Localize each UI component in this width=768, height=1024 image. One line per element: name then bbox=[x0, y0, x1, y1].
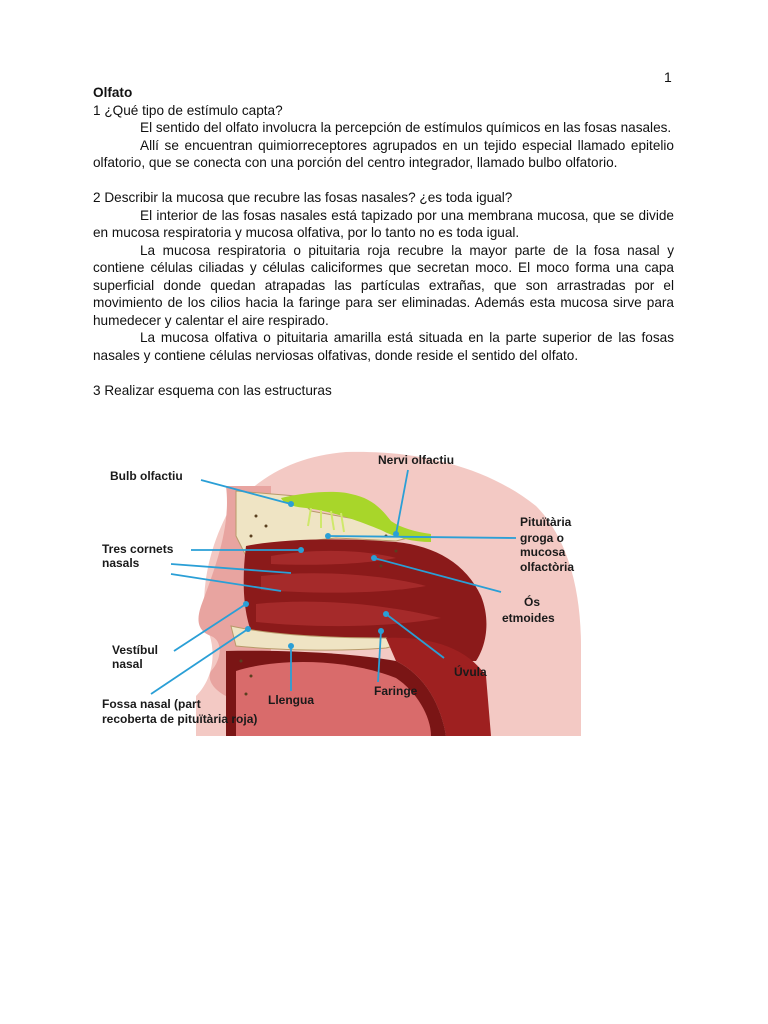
label-nasal: nasal bbox=[112, 657, 143, 671]
label-pituitaria-1: Pituïtària bbox=[520, 515, 572, 529]
document-body bbox=[93, 84, 674, 399]
answer-2-paragraph-2: La mucosa respiratoria o pituitaria roja recubre la mayor parte de la fosa nasal y contiene células ciliadas y células caliciformes que secretan moco. El moco forma una capa superficial donde quedan atrapadas las partículas extrañas, que son arrastradas por el movimiento de los cilios hacia la faringe para ser eliminadas. Además esta mucosa sirve para humedecer y calentar el aire respirado. bbox=[93, 242, 674, 328]
question-3: 3 Realizar esquema con las estructuras bbox=[93, 382, 332, 398]
label-pituitaria-3: mucosa bbox=[520, 545, 566, 559]
answer-2-paragraph-1: El interior de las fosas nasales está tapizado por una membrana mucosa, que se divide en mucosa respiratoria y mucosa olfativa, por lo tanto no es toda igual. bbox=[93, 207, 674, 240]
label-uvula: Úvula bbox=[454, 665, 487, 679]
nasal-anatomy-illustration bbox=[96, 446, 596, 736]
label-fossa-nasal-2: recoberta de pituïtària roja) bbox=[102, 712, 258, 726]
nasal-anatomy-diagram bbox=[96, 446, 596, 736]
answer-2-paragraph-3: La mucosa olfativa o pituitaria amarilla está situada en la parte superior de las fosas nasales y contiene células nerviosas olfativas, donde reside el sentido del olfato. bbox=[93, 330, 674, 363]
document-title: Olfato bbox=[93, 85, 133, 100]
page-number: 1 bbox=[664, 69, 672, 85]
label-etmoides: etmoides bbox=[502, 611, 555, 625]
label-tres-cornets: Tres cornets bbox=[102, 542, 174, 556]
label-fossa-nasal-1: Fossa nasal (part bbox=[102, 697, 201, 711]
label-pituitaria-2: groga o bbox=[520, 531, 564, 545]
label-os: Ós bbox=[524, 595, 541, 609]
question-1: 1 ¿Qué tipo de estímulo capta? bbox=[93, 102, 283, 118]
label-faringe: Faringe bbox=[374, 684, 418, 698]
answer-1-paragraph-2: Allí se encuentran quimiorreceptores agrupados en un tejido especial llamado epitelio olfatorio, que se conecta con una porción del centro integrador, llamado bulbo olfatorio. bbox=[93, 137, 674, 170]
label-pituitaria-4: olfactòria bbox=[520, 560, 575, 574]
label-bulb-olfactiu: Bulb olfactiu bbox=[110, 469, 183, 483]
question-2: 2 Describir la mucosa que recubre las fosas nasales? ¿es toda igual? bbox=[93, 190, 513, 205]
answer-1-paragraph-1: El sentido del olfato involucra la percepción de estímulos químicos en las fosas nasales. bbox=[140, 120, 672, 135]
label-llengua: Llengua bbox=[268, 693, 315, 707]
label-vestibul: Vestíbul bbox=[112, 643, 159, 657]
label-nervi-olfactiu: Nervi olfactiu bbox=[378, 453, 455, 467]
label-nasals: nasals bbox=[102, 556, 140, 570]
